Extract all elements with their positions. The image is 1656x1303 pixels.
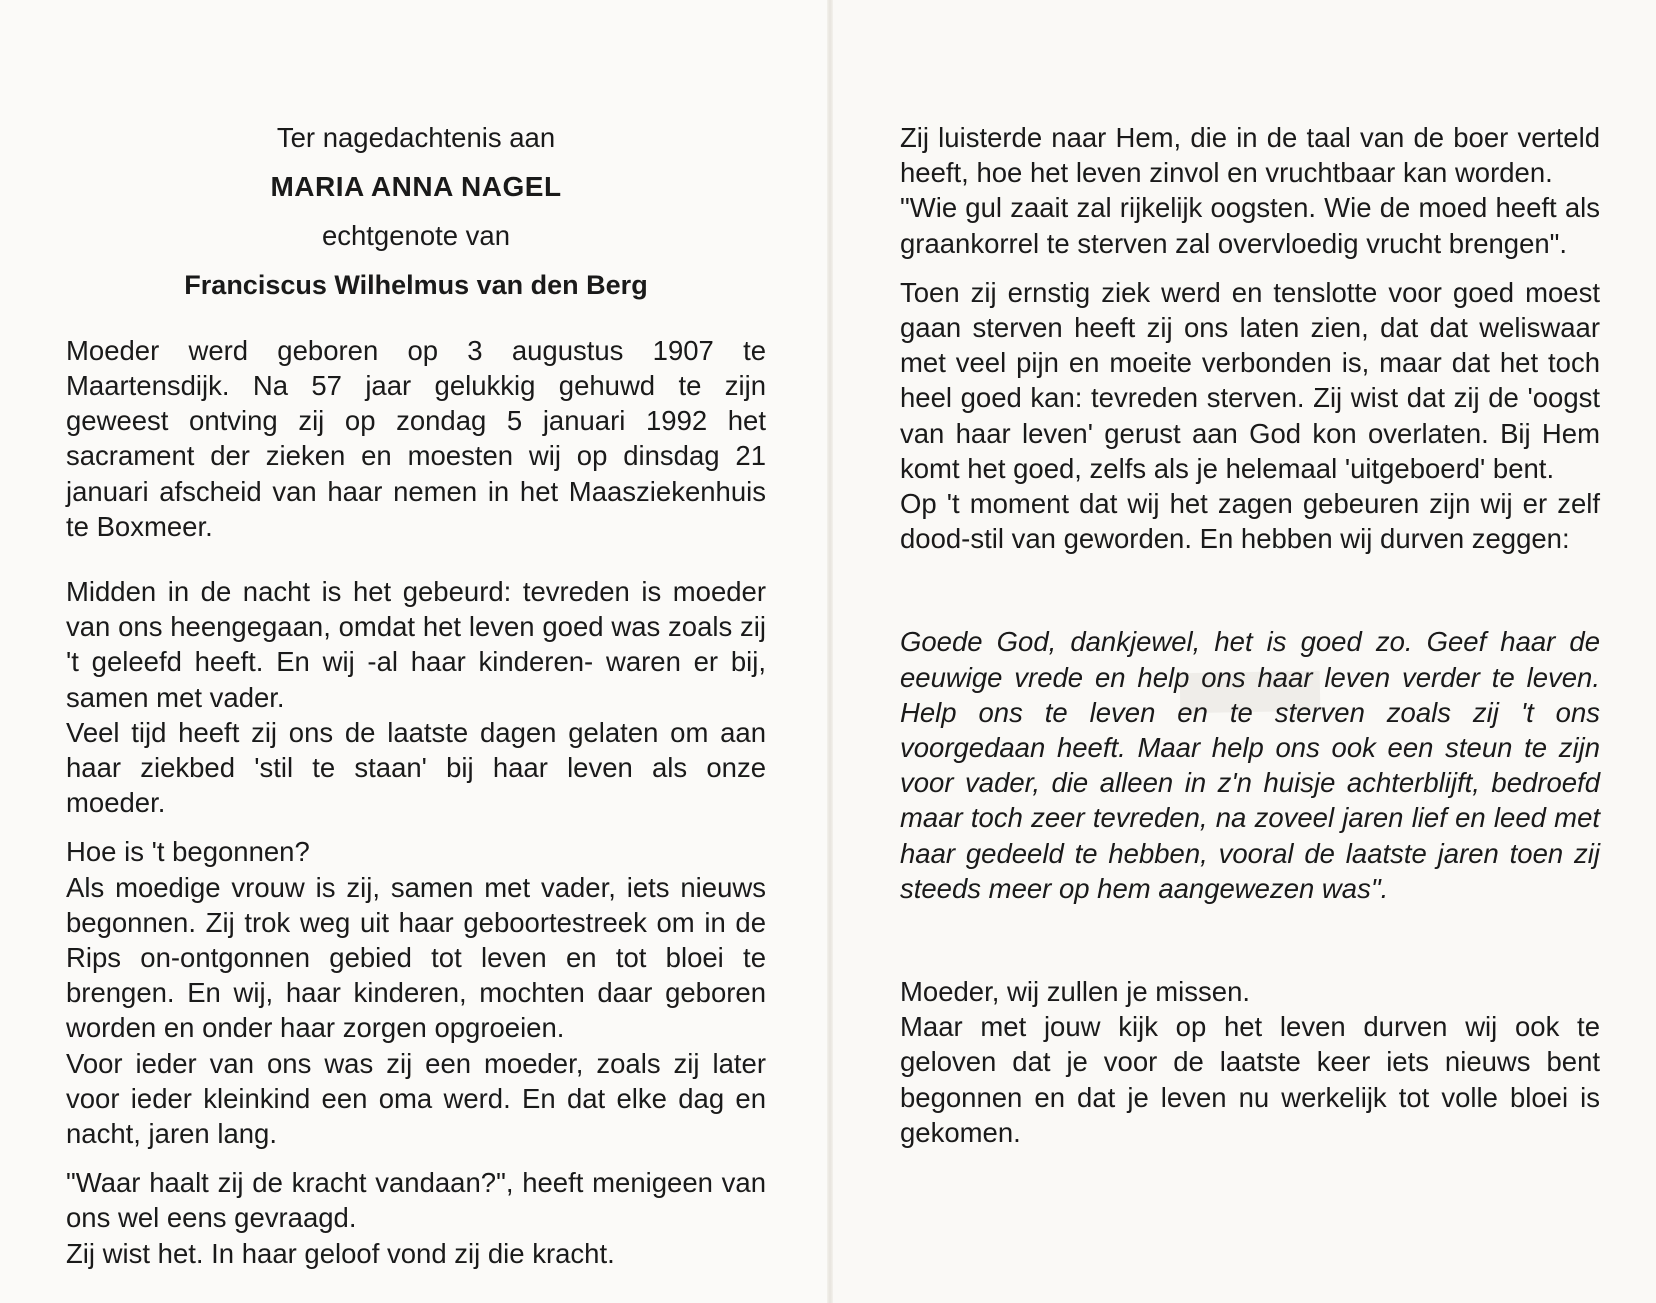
scripture-quote: "Wie gul zaait zal rijkelijk oogsten. Wie de moed heeft als graankorrel te sterven zal overvloedig vrucht brengen". bbox=[900, 192, 1600, 259]
farewell-line: Moeder, wij zullen je missen. bbox=[900, 976, 1251, 1008]
strength-question: "Waar haalt zij de kracht vandaan?", heeft menigeen van ons wel eens gevraagd. bbox=[66, 1167, 766, 1234]
illness-paragraph: Toen zij ernstig ziek werd en tenslotte voor goed moest gaan sterven heeft zij ons laten zien, dat dat weliswaar met veel pijn en moeite verbonden is, maar dat het toch heel goed kan: tevreden sterven. Zij wist dat zij de 'oogst van haar leven' gerust aan God kon overlaten. Bij Hem komt het goed, zelfs als je helemaal 'uitgeboerd' bent. bbox=[900, 276, 1600, 484]
parable-paragraph: Zij luisterde naar Hem, die in de taal van de boer verteld heeft, hoe het leven zinvol en vruchtbaar kan worden. bbox=[900, 122, 1600, 189]
faith-paragraph: Zij wist het. In haar geloof vond zij die kracht. bbox=[66, 1237, 615, 1269]
memorial-heading: Ter nagedachtenis aan bbox=[276, 122, 556, 153]
left-column bbox=[66, 120, 766, 1271]
spouse-label: echtgenote van bbox=[321, 220, 511, 252]
deceased-name: MARIA ANNA NAGEL bbox=[270, 171, 562, 203]
birth-paragraph: Moeder werd geboren op 3 augustus 1907 te Maartensdijk. Na 57 jaar gelukkig gehuwd te zijn geweest ontving zij op zondag 5 januari 1992 het sacrament der zieken en moesten wij op dinsdag 21 januari afscheid van haar nemen in het Maasziekenhuis te Boxmeer. bbox=[66, 334, 766, 542]
last-days-paragraph: Veel tijd heeft zij ons de laatste dagen gelaten om aan haar ziekbed 'stil te staan' bij haar leven als onze moeder. bbox=[66, 716, 766, 819]
right-column bbox=[900, 120, 1600, 1150]
prayer-paragraph: Goede God, dankjewel, het is goed zo. Geef haar de eeuwige vrede en help ons haar leven verder te leven. Help ons te leven en te sterven zoals zij 't ons voorgedaan heeft. Maar help ons ook een steun te zijn voor vader, die alleen in z'n huisje achterblijft, bedroefd maar toch zeer tevreden, na zoveel jaren lief en leed met haar gedeeld te hebben, vooral de laatste jaren toen zij steeds meer op hem aangewezen was". bbox=[900, 626, 1600, 904]
moment-paragraph: Op 't moment dat wij het zagen gebeuren zijn wij er zelf dood-stil van geworden. En hebben wij durven zeggen: bbox=[900, 488, 1600, 555]
spouse-name: Franciscus Wilhelmus van den Berg bbox=[184, 269, 648, 300]
closing-paragraph: Maar met jouw kijk op het leven durven wij ook te geloven dat je voor de laatste keer iets nieuws bent begonnen en dat je leven nu werkelijk tot volle bloei is gekomen. bbox=[900, 1011, 1600, 1148]
mother-paragraph: Voor ieder van ons was zij een moeder, zoals zij later voor ieder kleinkind een oma werd. En dat elke dag en nacht, jaren lang. bbox=[66, 1047, 766, 1150]
card-fold bbox=[827, 0, 833, 1303]
beginning-question: Hoe is 't begonnen? bbox=[66, 836, 310, 868]
death-paragraph: Midden in de nacht is het gebeurd: tevreden is moeder van ons heengegaan, omdat het leven goed was zoals zij 't geleefd heeft. En wij -al haar kinderen- waren er bij, samen met vader. bbox=[66, 576, 766, 713]
beginning-paragraph: Als moedige vrouw is zij, samen met vader, iets nieuws begonnen. Zij trok weg uit haar geboortestreek om in de Rips on-ontgonnen gebied tot leven en tot bloei te brengen. En wij, haar kinderen, mochten daar geboren worden en onder haar zorgen opgroeien. bbox=[66, 871, 766, 1044]
